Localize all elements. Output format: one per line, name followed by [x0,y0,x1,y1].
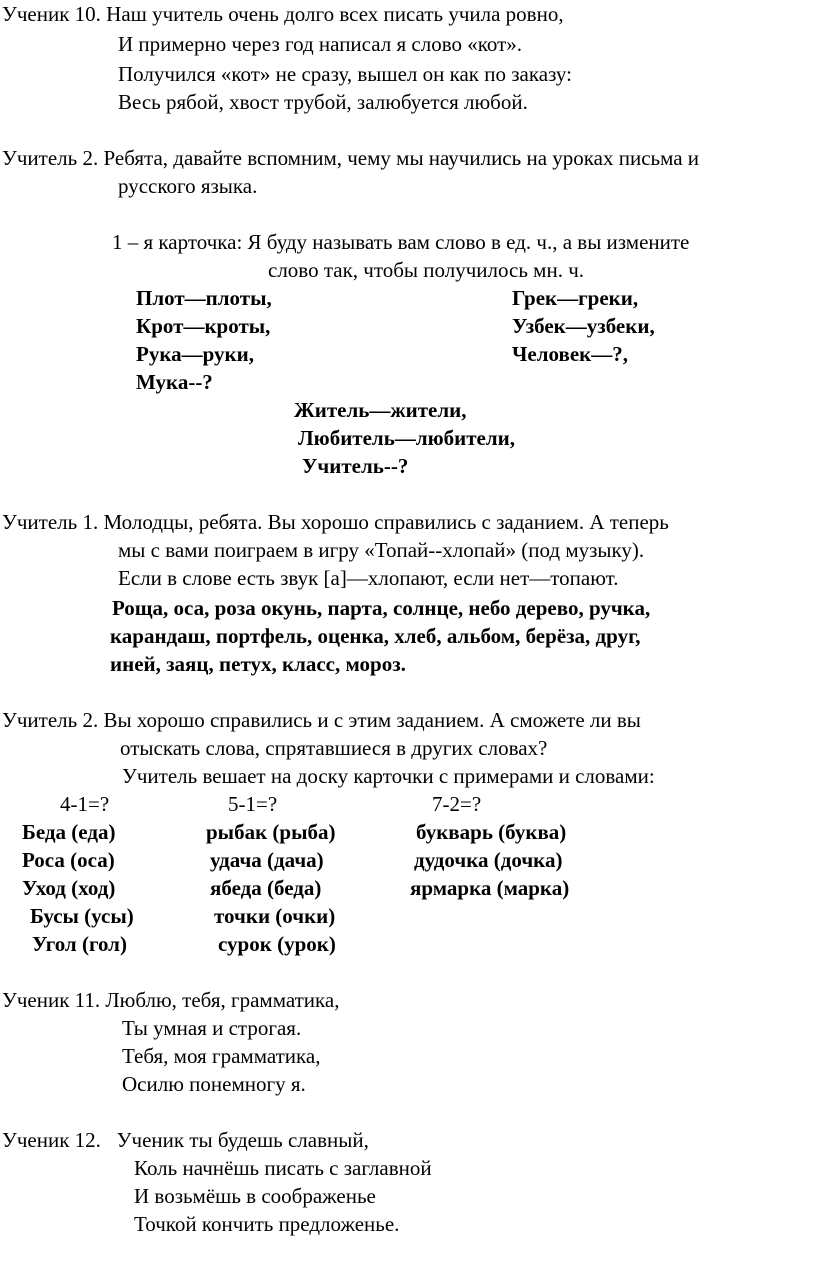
teacher-2b-line-1: Учитель 2. Вы хорошо справились и с этим заданием. А сможете ли вы [2,708,641,732]
hidden-word-col-3: ярмарка (марка) [410,876,570,900]
teacher-2-line-2: русского языка. [118,174,258,198]
example-3: 7-2=? [432,792,482,816]
word-pair-right: Узбек—узбеки, [512,314,655,338]
hidden-word-col-3: дудочка (дочка) [414,848,563,872]
word-pair-left: Мука--? [136,370,213,394]
hidden-word-col-3: букварь (буква) [416,820,567,844]
game-words-line-1: Роща, оса, роза окунь, парта, солнце, небо дерево, ручка, [112,596,651,620]
student-11-line-2: Ты умная и строгая. [122,1016,302,1040]
hidden-word-col-2: точки (очки) [214,904,336,928]
student-11-line-3: Тебя, моя грамматика, [122,1044,321,1068]
hidden-word-col-2: ябеда (беда) [210,876,322,900]
word-pair-left: Крот—кроты, [136,314,271,338]
word-pair-center: Любитель—любители, [298,426,516,450]
student-10-line-4: Весь рябой, хвост трубой, залюбуется любой. [118,90,528,114]
student-11-line-4: Осилю понемногу я. [122,1072,306,1096]
student-12-line-2: Коль начнёшь писать с заглавной [134,1156,432,1180]
hidden-word-col-2: удача (дача) [210,848,324,872]
teacher-1-line-3: Если в слове есть звук [а]—хлопают, если нет—топают. [118,566,619,590]
student-10-line-3: Получился «кот» не сразу, вышел он как по заказу: [118,62,572,86]
hidden-word-col-1: Роса (оса) [22,848,115,872]
card-1-instruction-1: 1 – я карточка: Я буду называть вам слово в ед. ч., а вы измените [112,230,690,254]
teacher-2-line-1: Учитель 2. Ребята, давайте вспомним, чему мы научились на уроках письма и [2,146,700,170]
game-words-line-3: иней, заяц, петух, класс, мороз. [110,652,406,676]
student-10-line-2: И примерно через год написал я слово «кот». [118,32,523,56]
hidden-word-col-1: Угол (гол) [32,932,127,956]
student-12-line-1: Ученик 12. Ученик ты будешь славный, [2,1128,369,1152]
example-2: 5-1=? [228,792,278,816]
teacher-2b-line-3: Учитель вешает на доску карточки с примерами и словами: [122,764,655,788]
teacher-1-line-1: Учитель 1. Молодцы, ребята. Вы хорошо справились с заданием. А теперь [2,510,669,534]
word-pair-center: Житель—жители, [294,398,467,422]
hidden-word-col-1: Бусы (усы) [30,904,134,928]
word-pair-left: Рука—руки, [136,342,254,366]
teacher-2b-line-2: отыскать слова, спрятавшиеся в других словах? [120,736,548,760]
game-words-line-2: карандаш, портфель, оценка, хлеб, альбом, берёза, друг, [110,624,641,648]
hidden-word-col-2: сурок (урок) [218,932,336,956]
student-10-line-1: Ученик 10. Наш учитель очень долго всех писать учила ровно, [2,2,564,26]
word-pair-left: Плот—плоты, [136,286,272,310]
student-12-line-4: Точкой кончить предложенье. [134,1212,400,1236]
hidden-word-col-2: рыбак (рыба) [206,820,336,844]
word-pair-center: Учитель--? [302,454,409,478]
example-1: 4-1=? [60,792,110,816]
hidden-word-col-1: Беда (еда) [22,820,116,844]
word-pair-right: Человек—?, [512,342,629,366]
student-11-line-1: Ученик 11. Люблю, тебя, грамматика, [2,988,340,1012]
hidden-word-col-1: Уход (ход) [22,876,116,900]
teacher-1-line-2: мы с вами поиграем в игру «Топай--хлопай» (под музыку). [118,538,645,562]
word-pair-right: Грек—греки, [512,286,639,310]
card-1-instruction-2: слово так, чтобы получилось мн. ч. [268,258,585,282]
student-12-line-3: И возьмёшь в соображенье [134,1184,376,1208]
